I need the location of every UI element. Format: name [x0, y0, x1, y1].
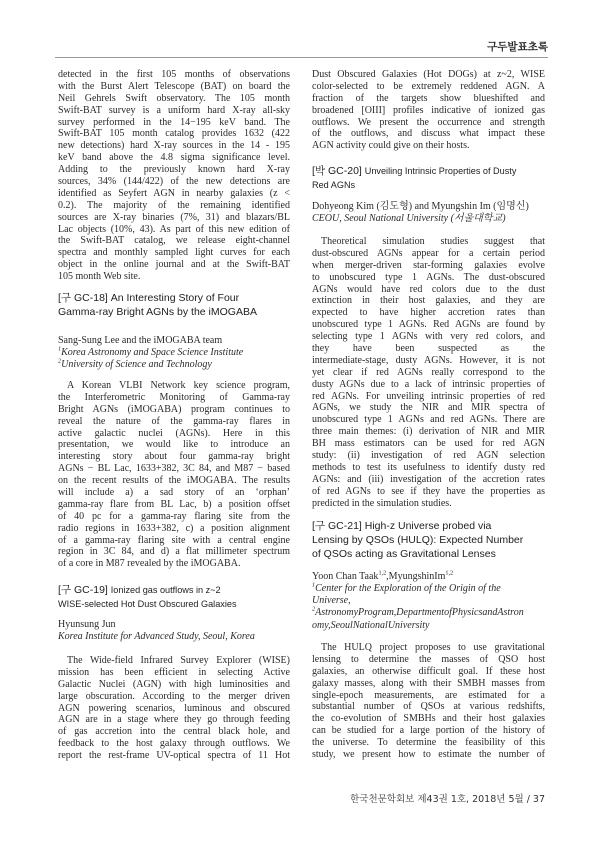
- paragraph-line: intermediate-stage, dusty AGNs. However, it is not: [312, 354, 545, 366]
- paragraph-line: Lac objects (10%, 43). As part of this new edition of: [58, 223, 290, 235]
- paragraph-line: extinction in their host galaxies, and they are: [312, 295, 545, 307]
- section-header: 구두발표초록: [487, 41, 548, 53]
- paragraph-line: Galactic Nuclei (AGN) with high luminosities and: [58, 678, 290, 690]
- author-list: [312, 571, 545, 583]
- affiliation-text: Korea Astronomy and Space Science Institute: [61, 347, 244, 358]
- abstract-title-text: Ionized gas outflows in z~2: [110, 585, 221, 595]
- paragraph-line: dusty AGNs due to a lack of intrinsic properties of: [312, 378, 545, 390]
- paragraph-line: sources, 34% (144/422) of the new detections are: [58, 176, 290, 188]
- author-line: [312, 571, 545, 583]
- abstract-code: [구 GC-19]: [58, 584, 108, 596]
- paragraph-line: of a core in M87 revealed by the iMOGABA.: [58, 558, 241, 570]
- author-line: [312, 201, 545, 213]
- affiliation-line: [58, 347, 290, 359]
- affiliation-line: [58, 359, 290, 371]
- affiliation-line: [312, 620, 545, 632]
- paragraph-line: will include a) a sad story of an ‘orphan’: [58, 487, 290, 499]
- paragraph-line: gamma-ray flare from BL Lac, b) a position offset: [58, 498, 290, 510]
- paragraph-line: reveal the nature of the gamma-ray flares in: [58, 415, 290, 427]
- paragraph-line: The HULQ project proposes to use gravitational: [321, 642, 545, 653]
- heading-line: [58, 291, 290, 305]
- paragraph-line: of red AGNs to see if they have the properties as: [312, 485, 545, 497]
- abstract-title-text: Unveiling Intrinsic Properties of Dusty: [364, 166, 517, 176]
- paragraph-line: the co-evolution of SMBHs and their host galaxies: [312, 713, 545, 725]
- paragraph-line: they have been suspected as the: [312, 343, 545, 355]
- paragraph-line: large obscuration. According to the merger driven: [58, 690, 290, 702]
- author-line: [58, 335, 290, 347]
- paragraph-line: color-selected to be extremely reddened AGN. A: [312, 80, 545, 92]
- paragraph-line: of gas accretion into the central black hole, and: [58, 726, 290, 738]
- paragraph-line: AGNs: and (iii) investigation of the accretion rates: [312, 473, 545, 485]
- affiliation-list: [58, 347, 290, 371]
- paragraph-line: can be studied for a large portion of the history of: [312, 725, 545, 737]
- paragraph-line: keV band above the 4.8 sigma significance level.: [58, 152, 290, 164]
- author-list: [58, 335, 290, 347]
- abstract-heading: [58, 583, 290, 611]
- paragraph-line: outflows. We present the occurrence and strength: [312, 116, 545, 128]
- affiliation-list: [312, 583, 545, 632]
- author-name: ,MyungshinIm: [386, 571, 446, 582]
- paragraph-line: radio regions in 1633+382, c) a position alignment: [58, 522, 290, 534]
- author-name: Hyunsung Jun: [58, 619, 116, 630]
- paragraph-line: object in the online journal and at the Swift-BAT: [58, 259, 290, 271]
- paragraph-line: galaxies, an otherwise difficult goal. If these host: [312, 665, 545, 677]
- paragraph-line: expected to have higher accretion rates than: [312, 307, 545, 319]
- affiliation-mark: 2: [312, 606, 316, 614]
- paragraph-line: Swift-BAT 105 month catalog provides 1632 (422: [58, 128, 290, 140]
- abstract-heading: [312, 519, 545, 561]
- paragraph-line: study: (ii) investigation of red AGN selection: [312, 450, 545, 462]
- author-list: [312, 201, 545, 213]
- affiliation-mark: 1: [312, 581, 316, 589]
- paragraph-line: galaxy masses, along with their SMBH masses from: [312, 677, 545, 689]
- heading-line: [58, 597, 290, 611]
- paragraph-line: methods to test its usefulness to identify dusty red: [312, 461, 545, 473]
- paragraph-line: The Wide-field Infrared Survey Explorer (WISE): [67, 655, 290, 666]
- paragraph-line: AGN powering scenarios, luminous and obscured: [58, 702, 290, 714]
- affiliation-line: [58, 631, 290, 643]
- paragraph-line: region in 3C 84, and d) a flat millimeter spectrum: [58, 546, 290, 558]
- left-column: [58, 0, 290, 848]
- paragraph-line: AGNs would have red colors due to the dust: [312, 283, 545, 295]
- author-affiliation-mark: 1,2: [378, 569, 387, 577]
- paragraph-line: unobscured type 1 AGNs and red AGNs. There are: [312, 414, 545, 426]
- paragraph-line: sources are X-ray binaries (7%, 31) and blazars/BL: [58, 211, 290, 223]
- paragraph-line: feedback to the host galaxy through outflows. We: [58, 738, 290, 750]
- paragraph-line: presentation, we would like to introduce an: [58, 439, 290, 451]
- paragraph-line: selecting type 1 AGNs with very red colors, and: [312, 331, 545, 343]
- paragraph-line: AGNs, we study the NIR and MIR spectra of: [312, 402, 545, 414]
- heading-line: [312, 533, 545, 547]
- affiliation-text: University of Science and Technology: [61, 359, 212, 371]
- affiliation-list: [312, 213, 545, 225]
- paragraph-line: AGNs − BL Lac, 1633+382, 3C 84, and M87 − based: [58, 463, 290, 475]
- affiliation-mark: 2: [58, 357, 62, 365]
- paragraph-line: to unobscured type 1 AGNs. The dust-obscured: [312, 271, 545, 283]
- paragraph-line: Adding to the previously known hard X-ray: [58, 164, 290, 176]
- affiliation-list: [58, 631, 290, 643]
- abstract-title-text: of QSOs acting as Gravitational Lenses: [312, 548, 496, 560]
- paragraph-line: 105 month Web site.: [58, 271, 141, 283]
- affiliation-line: [312, 213, 545, 225]
- page-footer-citation: 한국천문학회보 제43권 1호, 2018년 5월 / 37: [350, 794, 545, 805]
- affiliation-line: [312, 607, 545, 619]
- affiliation-text: AstronomyProgram,DepartmentofPhysicsandAstron: [315, 607, 524, 619]
- heading-line: [58, 305, 290, 319]
- paragraph-line: report the rest-frame UV-optical spectra of 11 Hot: [58, 750, 290, 762]
- paragraph-line: of a gamma-ray flaring site with a central engine: [58, 534, 290, 546]
- paragraph-line: lensing to determine the masses of QSO host: [312, 653, 545, 665]
- paragraph-line: red AGNs. For unveiling intrinsic properties of red: [312, 390, 545, 402]
- affiliation-line: [312, 595, 545, 607]
- paragraph-line: yet clear if red AGNs really correspond to the: [312, 366, 545, 378]
- paragraph-line: AGN activity could give on their hosts.: [312, 140, 470, 152]
- paragraph-line: Bright AGNs (iMOGABA) program continues to: [58, 403, 290, 415]
- paragraph-line: new detections) hard X-ray sources in the 14 - 195: [58, 140, 290, 152]
- author-name: Sang-Sung Lee and the iMOGABA team: [58, 335, 223, 346]
- abstract-title-text: Red AGNs: [312, 180, 356, 190]
- affiliation-text: Korea Institute for Advanced Study, Seoul, Korea: [58, 631, 255, 642]
- author-line: [58, 619, 290, 631]
- abstract-heading: [312, 164, 545, 192]
- affiliation-text: Center for the Exploration of the Origin of the: [315, 583, 501, 594]
- paragraph-line: mission has been efficient in selecting Active: [58, 666, 290, 678]
- abstract-code: [구 GC-18]: [58, 292, 108, 304]
- paragraph-line: Neil Gehrels Swift observatory. The 105 month: [58, 92, 290, 104]
- paragraph-line: substantial number of QSOs at various redshifts,: [312, 701, 545, 713]
- paragraph-line: identified as Seyfert AGN in nearby galaxies (z <: [58, 187, 290, 199]
- author-name: Yoon Chan Taak: [312, 571, 379, 582]
- paragraph-line: active galactic nuclei (AGNs). Here in this: [58, 427, 290, 439]
- heading-line: [58, 583, 290, 597]
- author-list: [58, 619, 290, 631]
- paragraph-line: spectra and monthly sampled light curves for each: [58, 247, 290, 259]
- author-affiliation-mark: 1,2: [445, 569, 454, 577]
- paragraph-line: 0.2). The majority of the remaining identified: [58, 199, 290, 211]
- abstract-title-text: An Interesting Story of Four: [110, 292, 240, 304]
- paragraph-line: unobscured type 1 AGNs. Red AGNs are found by: [312, 319, 545, 331]
- paragraph-line: fraction of the targets show blueshifted and: [312, 92, 545, 104]
- paragraph-line: study, we present how to estimate the number of: [312, 749, 545, 761]
- affiliation-text: CEOU, Seoul National University (서울대학교): [312, 213, 506, 224]
- abstract-code: [구 GC-21]: [312, 520, 362, 532]
- paragraph-line: when merger-driven star-forming galaxies evolve: [312, 259, 545, 271]
- abstract-paragraph: [312, 642, 545, 761]
- paragraph-line: the Swift-BAT catalog, we release eight-channel: [58, 235, 290, 247]
- paragraph-line: three main themes: (i) derivation of NIR and MIR: [312, 426, 545, 438]
- paragraph-line: Swift-BAT survey is a uniform hard X-ray all-sky: [58, 104, 290, 116]
- abstract-paragraph: [58, 380, 290, 570]
- paragraph-line: Dust Obscured Galaxies (Hot DOGs) at z~2, WISE: [312, 69, 545, 80]
- paragraph-line: with the Burst Alert Telescope (BAT) on board the: [58, 80, 290, 92]
- affiliation-mark: 1: [58, 345, 62, 353]
- paragraph-line: dust-obscured AGNs appear for a certain period: [312, 247, 545, 259]
- abstract-paragraph: [58, 655, 290, 762]
- heading-line: [312, 164, 545, 178]
- paragraph-line: the universe. To determine the feasibility of this: [312, 737, 545, 749]
- abstract-paragraph: [312, 236, 545, 509]
- paragraph-line: predicted in the simulation studies.: [312, 497, 452, 509]
- paragraph-line: BH mass estimators can be used for red AGN: [312, 438, 545, 450]
- abstract-title-text: WISE-selected Hot Dust Obscured Galaxies: [58, 599, 237, 609]
- paragraph-line: single-epoch measurements, are estimated for a: [312, 689, 545, 701]
- paragraph-line: interesting story about four gamma-ray bright: [58, 451, 290, 463]
- paragraph-line: AGN are in a stage where they go through feeding: [58, 714, 290, 726]
- paragraph-line: Theoretical simulation studies suggest that: [321, 236, 545, 247]
- abstract-paragraph: [58, 69, 290, 283]
- affiliation-line: [312, 583, 545, 595]
- affiliation-text: omy,SeoulNationalUniversity: [312, 619, 430, 631]
- right-column: [312, 0, 545, 848]
- paragraph-line: survey performed in the 14−195 keV band. The: [58, 116, 290, 128]
- paragraph-line: on the recent results of the iMOGABA. The results: [58, 475, 290, 487]
- heading-line: [312, 547, 545, 561]
- abstract-heading: [58, 291, 290, 319]
- paragraph-line: broadened [OIII] profiles indicative of ionized gas: [312, 104, 545, 116]
- abstract-title-text: Lensing by QSOs (HULQ): Expected Number: [312, 534, 524, 546]
- paragraph-line: the Interferometric Monitoring of Gamma-ray: [58, 391, 290, 403]
- abstract-paragraph: [312, 69, 545, 152]
- paragraph-line: of 40 pc for a gamma-ray flaring site from the: [58, 510, 290, 522]
- heading-line: [312, 519, 545, 533]
- paragraph-line: detected in the first 105 months of observations: [58, 69, 290, 80]
- heading-line: [312, 178, 545, 192]
- abstract-title-text: High-z Universe probed via: [364, 520, 492, 532]
- author-name: Dohyeong Kim (김도형) and Myungshin Im (임명신): [312, 201, 529, 212]
- paragraph-line: A Korean VLBI Network key science program,: [67, 380, 290, 391]
- paragraph-line: of the outflows, and discuss what impact these: [312, 128, 545, 140]
- affiliation-text: Universe,: [312, 595, 351, 607]
- abstract-code: [박 GC-20]: [312, 165, 362, 177]
- abstract-title-text: Gamma-ray Bright AGNs by the iMOGABA: [58, 306, 257, 318]
